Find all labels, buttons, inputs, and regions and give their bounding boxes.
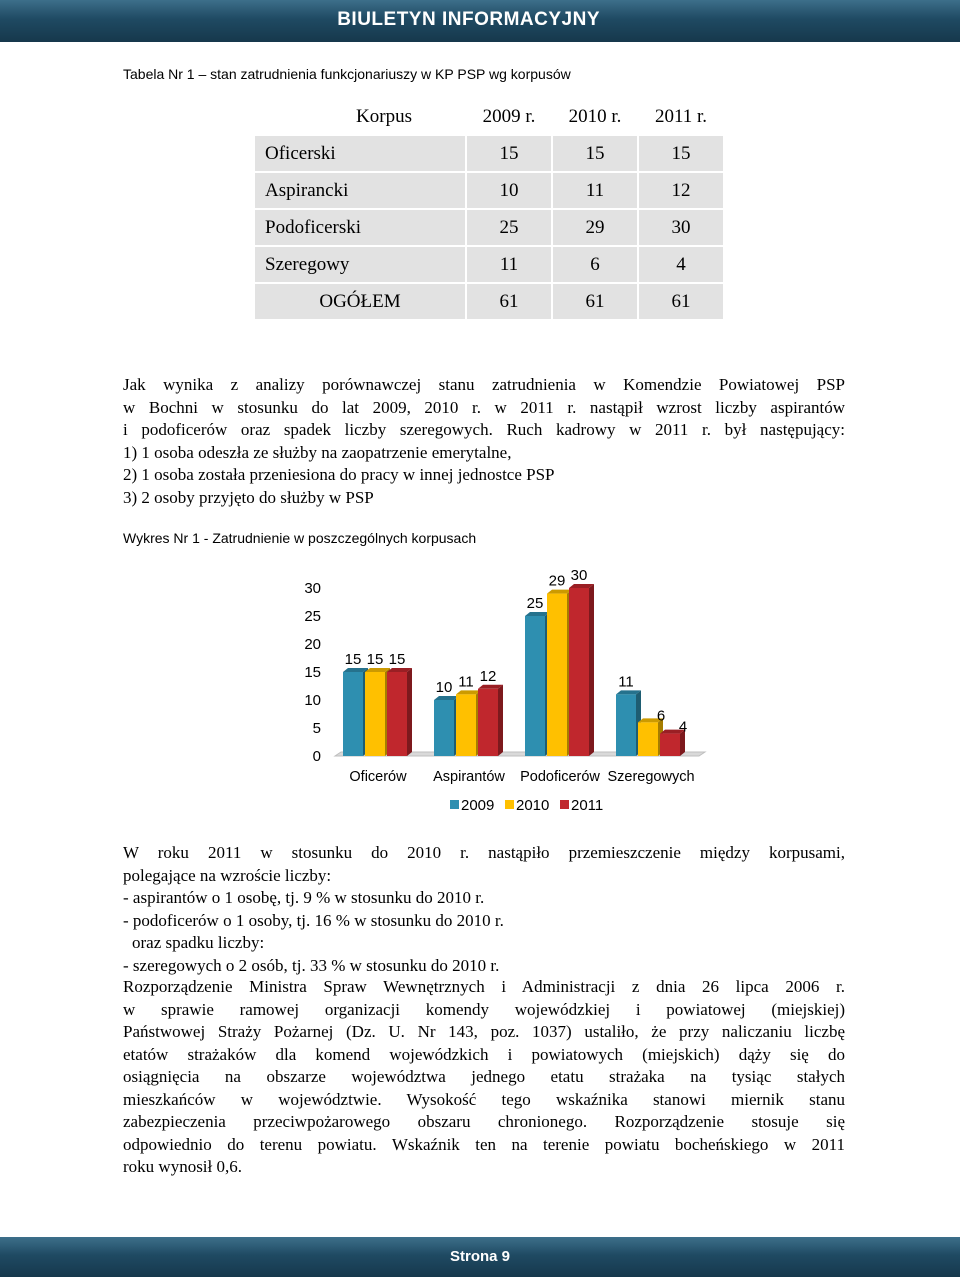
employment-chart bbox=[250, 560, 770, 820]
data-label: 11 bbox=[618, 673, 634, 691]
row-label: Szeregowy bbox=[255, 247, 465, 282]
legend-swatch bbox=[505, 800, 514, 809]
footer-bar bbox=[0, 1237, 960, 1277]
category-label: Oficerów bbox=[349, 769, 407, 785]
change-paragraph bbox=[123, 842, 845, 977]
table-cell: 61 bbox=[639, 284, 723, 319]
y-tick-label: 15 bbox=[304, 664, 321, 681]
bar-side bbox=[498, 685, 503, 756]
data-label: 25 bbox=[526, 595, 544, 612]
bar-2011-1 bbox=[478, 689, 498, 756]
y-tick-label: 25 bbox=[304, 608, 321, 625]
bar-2010-1 bbox=[456, 694, 476, 756]
row-label: Podoficerski bbox=[255, 210, 465, 245]
category-label: Aspirantów bbox=[433, 769, 505, 785]
y-tick-label: 0 bbox=[312, 748, 321, 765]
bar-2009-1 bbox=[434, 700, 454, 756]
employment-table bbox=[253, 98, 725, 321]
text-line: roku wynosił 0,6. bbox=[123, 1157, 242, 1176]
y-tick-label: 20 bbox=[304, 636, 321, 653]
table-row bbox=[255, 136, 723, 171]
bar-2011-3 bbox=[660, 734, 680, 756]
header-cell: 2010 r. bbox=[553, 100, 637, 134]
y-tick-label: 30 bbox=[304, 580, 321, 597]
data-label: 30 bbox=[570, 567, 588, 584]
header-cell: 2009 r. bbox=[467, 100, 551, 134]
analysis-paragraph bbox=[123, 374, 845, 509]
bar-2011-2 bbox=[569, 588, 589, 756]
bar-2010-0 bbox=[365, 672, 385, 756]
table-cell: 11 bbox=[553, 173, 637, 208]
table-cell: 12 bbox=[639, 173, 723, 208]
bar-2009-0 bbox=[343, 672, 363, 756]
table-row bbox=[255, 173, 723, 208]
table-caption: Tabela Nr 1 – stan zatrudnienia funkcjonariuszy w KP PSP wg korpusów bbox=[123, 66, 571, 82]
table-cell: 15 bbox=[639, 136, 723, 171]
text-line: W roku 2011 w stosunku do 2010 r. nastąpiło przemieszczenie między korpusami, bbox=[123, 843, 845, 862]
header-cell: 2011 r. bbox=[639, 100, 723, 134]
data-label: 15 bbox=[388, 651, 406, 668]
text-line: etatów strażaków dla komend wojewódzkich i powiatowych (miejskich) dąży się do bbox=[123, 1044, 845, 1064]
text-line: Państwowej Straży Pożarnej (Dz. U. Nr 143, poz. 1037) ustaliło, że przy naliczaniu liczbę bbox=[123, 1022, 845, 1041]
data-label: 12 bbox=[479, 667, 497, 685]
legend-label: 2010 bbox=[516, 797, 550, 814]
text-line: w Bochni w stosunku do lat 2009, 2010 r. w 2011 r. nastąpił wzrost liczby aspirantów bbox=[123, 397, 845, 417]
table-cell: 10 bbox=[467, 173, 551, 208]
chart-caption: Wykres Nr 1 - Zatrudnienie w poszczególnych korpusach bbox=[123, 530, 477, 546]
data-label: 29 bbox=[548, 572, 566, 590]
row-label: OGÓŁEM bbox=[255, 284, 465, 319]
table-total-row bbox=[255, 284, 723, 319]
category-label: Szeregowych bbox=[607, 769, 695, 785]
table-row bbox=[255, 247, 723, 282]
text-line: - szeregowych o 2 osób, tj. 33 % w stosunku do 2010 r. bbox=[123, 955, 500, 975]
row-label: Aspirancki bbox=[255, 173, 465, 208]
bar-side bbox=[589, 584, 594, 756]
page-number: Strona 9 bbox=[449, 1248, 510, 1265]
table-cell: 11 bbox=[467, 247, 551, 282]
text-line: osiągnięcia na obszarze województwa jednego etatu strażaka na tysiąc stałych bbox=[123, 1067, 845, 1086]
table-cell: 6 bbox=[553, 247, 637, 282]
table-cell: 15 bbox=[553, 136, 637, 171]
bulletin-title: BIULETYN INFORMACYJNY bbox=[337, 9, 600, 30]
legend-label: 2011 bbox=[571, 797, 604, 814]
text-line: mieszkańców w województwie. Wysokość tego wskaźnika stanowi miernik stanu bbox=[123, 1089, 845, 1109]
list-item: 2) 1 osoba została przeniesiona do pracy w innej jednostce PSP bbox=[123, 465, 555, 484]
text-line: - podoficerów o 1 osoby, tj. 16 % w stosunku do 2010 r. bbox=[123, 910, 504, 930]
data-label: 15 bbox=[344, 651, 362, 668]
header-bar bbox=[0, 0, 960, 42]
y-tick-label: 5 bbox=[312, 720, 321, 737]
legend-swatch bbox=[450, 800, 459, 809]
text-line: polegające na wzroście liczby: bbox=[123, 865, 332, 885]
category-label: Podoficerów bbox=[520, 769, 600, 785]
bar-side bbox=[407, 668, 412, 756]
text-line: odpowiednio do terenu powiatu. Wskaźnik ten na terenie powiatu bocheńskiego w 2011 bbox=[123, 1134, 845, 1154]
text-line: w sprawie ramowej organizacji komendy wojewódzkiej i powiatowej (miejskiej) bbox=[123, 999, 845, 1019]
header-cell: Korpus bbox=[255, 100, 465, 134]
bar-2009-3 bbox=[616, 694, 636, 756]
row-label: Oficerski bbox=[255, 136, 465, 171]
table-cell: 29 bbox=[553, 210, 637, 245]
legend-label: 2009 bbox=[461, 797, 495, 814]
bar-2009-2 bbox=[525, 616, 545, 756]
table-cell: 61 bbox=[553, 284, 637, 319]
data-label: 4 bbox=[678, 718, 688, 736]
data-label: 10 bbox=[435, 679, 453, 696]
data-label: 11 bbox=[458, 673, 474, 691]
table-cell: 15 bbox=[467, 136, 551, 171]
table-header-row bbox=[255, 100, 723, 134]
data-label: 6 bbox=[656, 707, 666, 725]
regulation-paragraph bbox=[123, 976, 845, 1179]
text-line: Rozporządzenie Ministra Spraw Wewnętrznych i Administracji z dnia 26 lipca 2006 r. bbox=[123, 977, 845, 996]
table-cell: 4 bbox=[639, 247, 723, 282]
text-line: zabezpieczenia przeciwpożarowego obszaru chronionego. Rozporządzenie stosuje się bbox=[123, 1112, 845, 1131]
table-cell: 25 bbox=[467, 210, 551, 245]
list-item: 1) 1 osoba odeszła ze służby na zaopatrzenie emerytalne, bbox=[123, 442, 512, 462]
text-line: oraz spadku liczby: bbox=[132, 933, 265, 952]
text-line: i podoficerów oraz spadek liczby szeregowych. Ruch kadrowy w 2011 r. był następujący: bbox=[123, 420, 845, 439]
bar-2011-0 bbox=[387, 672, 407, 756]
list-item: 3) 2 osoby przyjęto do służby w PSP bbox=[123, 487, 374, 507]
text-line: - aspirantów o 1 osobę, tj. 9 % w stosunku do 2010 r. bbox=[123, 888, 485, 907]
table-cell: 61 bbox=[467, 284, 551, 319]
legend-swatch bbox=[560, 800, 569, 809]
bar-2010-2 bbox=[547, 594, 567, 756]
bar-2010-3 bbox=[638, 722, 658, 756]
text-line: Jak wynika z analizy porównawczej stanu zatrudnienia w Komendzie Powiatowej PSP bbox=[123, 375, 845, 394]
table-cell: 30 bbox=[639, 210, 723, 245]
table-row bbox=[255, 210, 723, 245]
y-tick-label: 10 bbox=[304, 692, 321, 709]
data-label: 15 bbox=[366, 651, 384, 668]
